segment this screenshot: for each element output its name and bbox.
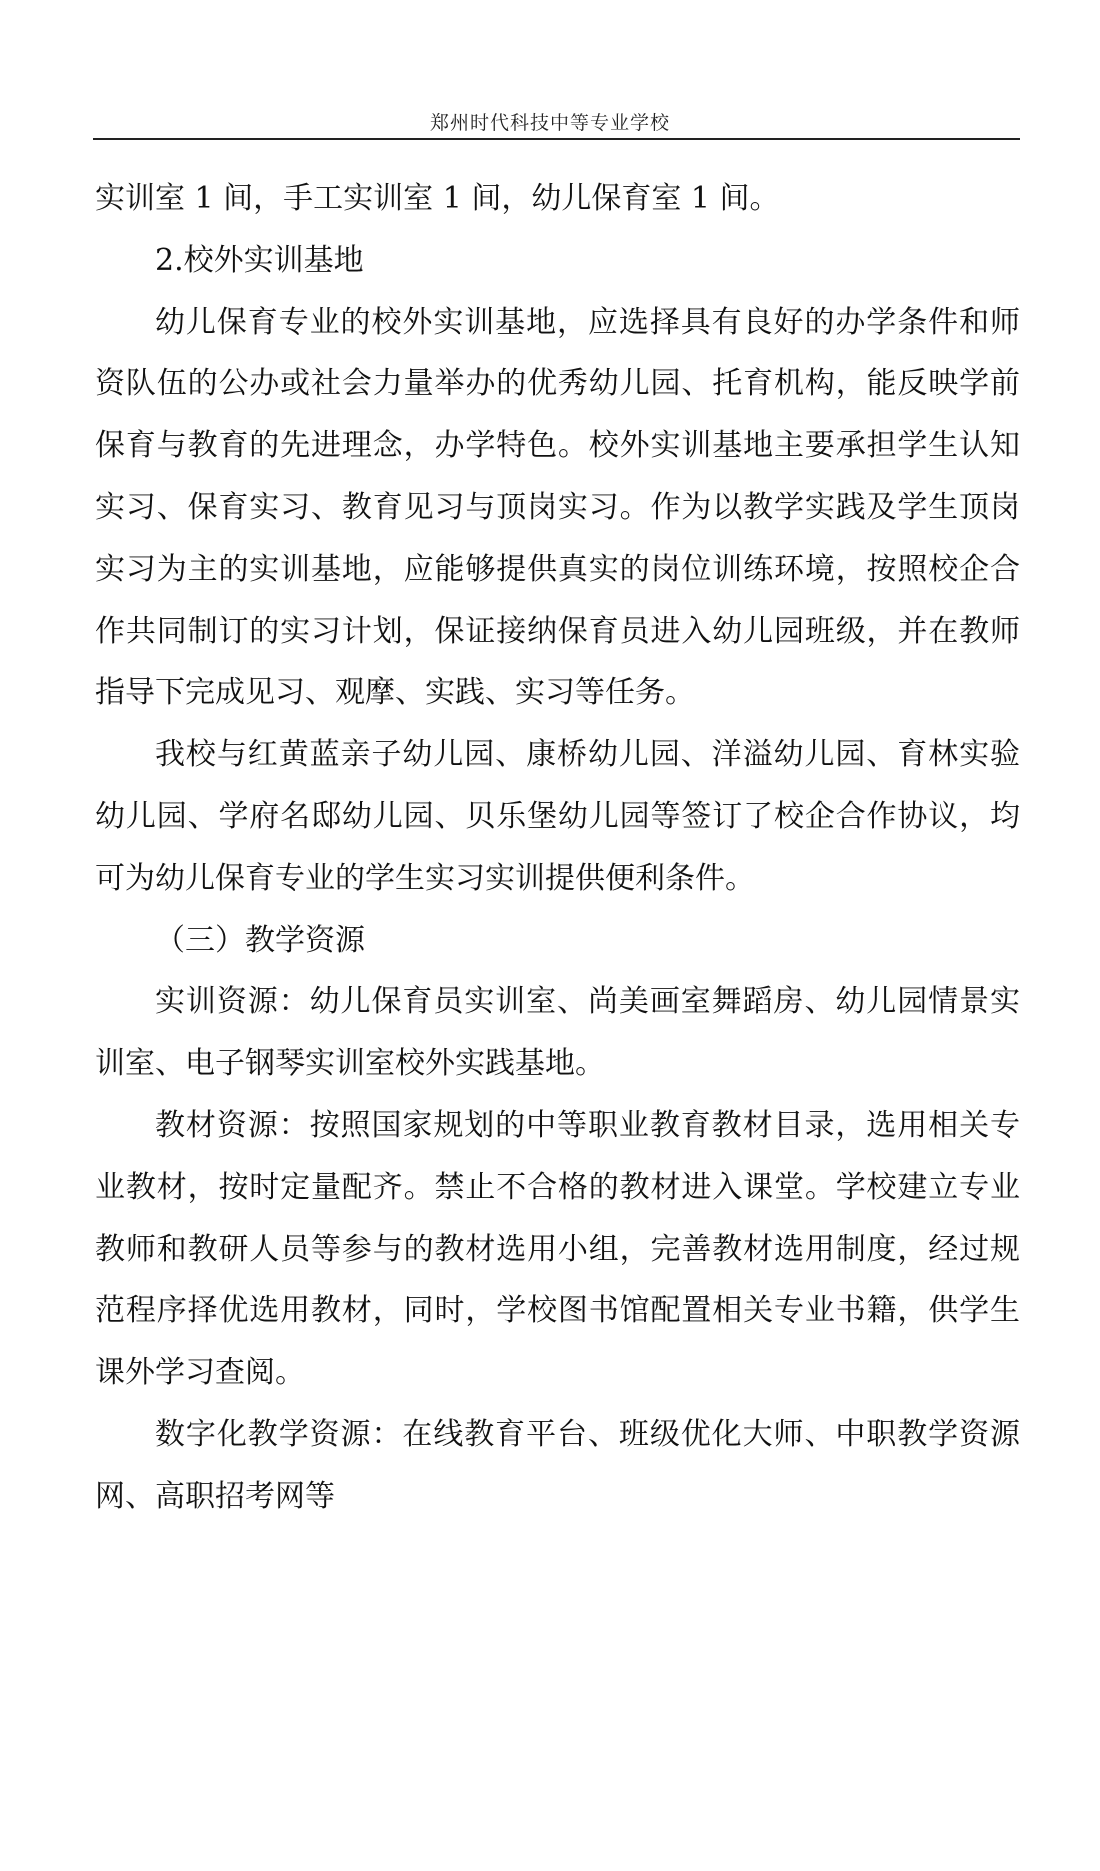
paragraph-training-resources: 实训资源：幼儿保育员实训室、尚美画室舞蹈房、幼儿园情景实训室、电子钢琴实训室校外实践基地。 <box>95 984 1020 1082</box>
paragraph-digital-resources: 数字化教学资源：在线教育平台、班级优化大师、中职教学资源网、高职招考网等 <box>95 1416 1020 1514</box>
paragraph-offcampus-base-description: 幼儿保育专业的校外实训基地，应选择具有良好的办学条件和师资队伍的公办或社会力量举办的优秀幼儿园、托育机构，能反映学前保育与教育的先进理念，办学特色。校外实训基地主要承担学生认知实习、保育实习、教育见习与顶岗实习。作为以教学实践及学生顶岗实习为主的实训基地，应能够提供真实的岗位训练环境，按照校企合作共同制订的实习计划，保证接纳保育员进入幼儿园班级，并在教师指导下完成见习、观摩、实践、实习等任务。 <box>95 304 1020 711</box>
section-heading-offcampus-training: 2.校外实训基地 <box>155 242 364 278</box>
section-heading-teaching-resources: （三）教学资源 <box>155 922 365 958</box>
paragraph-textbook-resources: 教材资源：按照国家规划的中等职业教育教材目录，选用相关专业教材，按时定量配齐。禁止不合格的教材进入课堂。学校建立专业教师和教研人员等参与的教材选用小组，完善教材选用制度，经过规范程序择优选用教材，同时，学校图书馆配置相关专业书籍，供学生课外学习查阅。 <box>95 1107 1020 1391</box>
paragraph-continued: 实训室 1 间，手工实训室 1 间，幼儿保育室 1 间。 <box>95 181 780 216</box>
header-divider <box>93 138 1020 140</box>
document-body <box>95 168 1020 1528</box>
page-header: 郑州时代科技中等专业学校 <box>429 112 670 134</box>
paragraph-partner-kindergartens: 我校与红黄蓝亲子幼儿园、康桥幼儿园、洋溢幼儿园、育林实验幼儿园、学府名邸幼儿园、贝乐堡幼儿园等签订了校企合作协议，均可为幼儿保育专业的学生实习实训提供便利条件。 <box>95 737 1020 896</box>
